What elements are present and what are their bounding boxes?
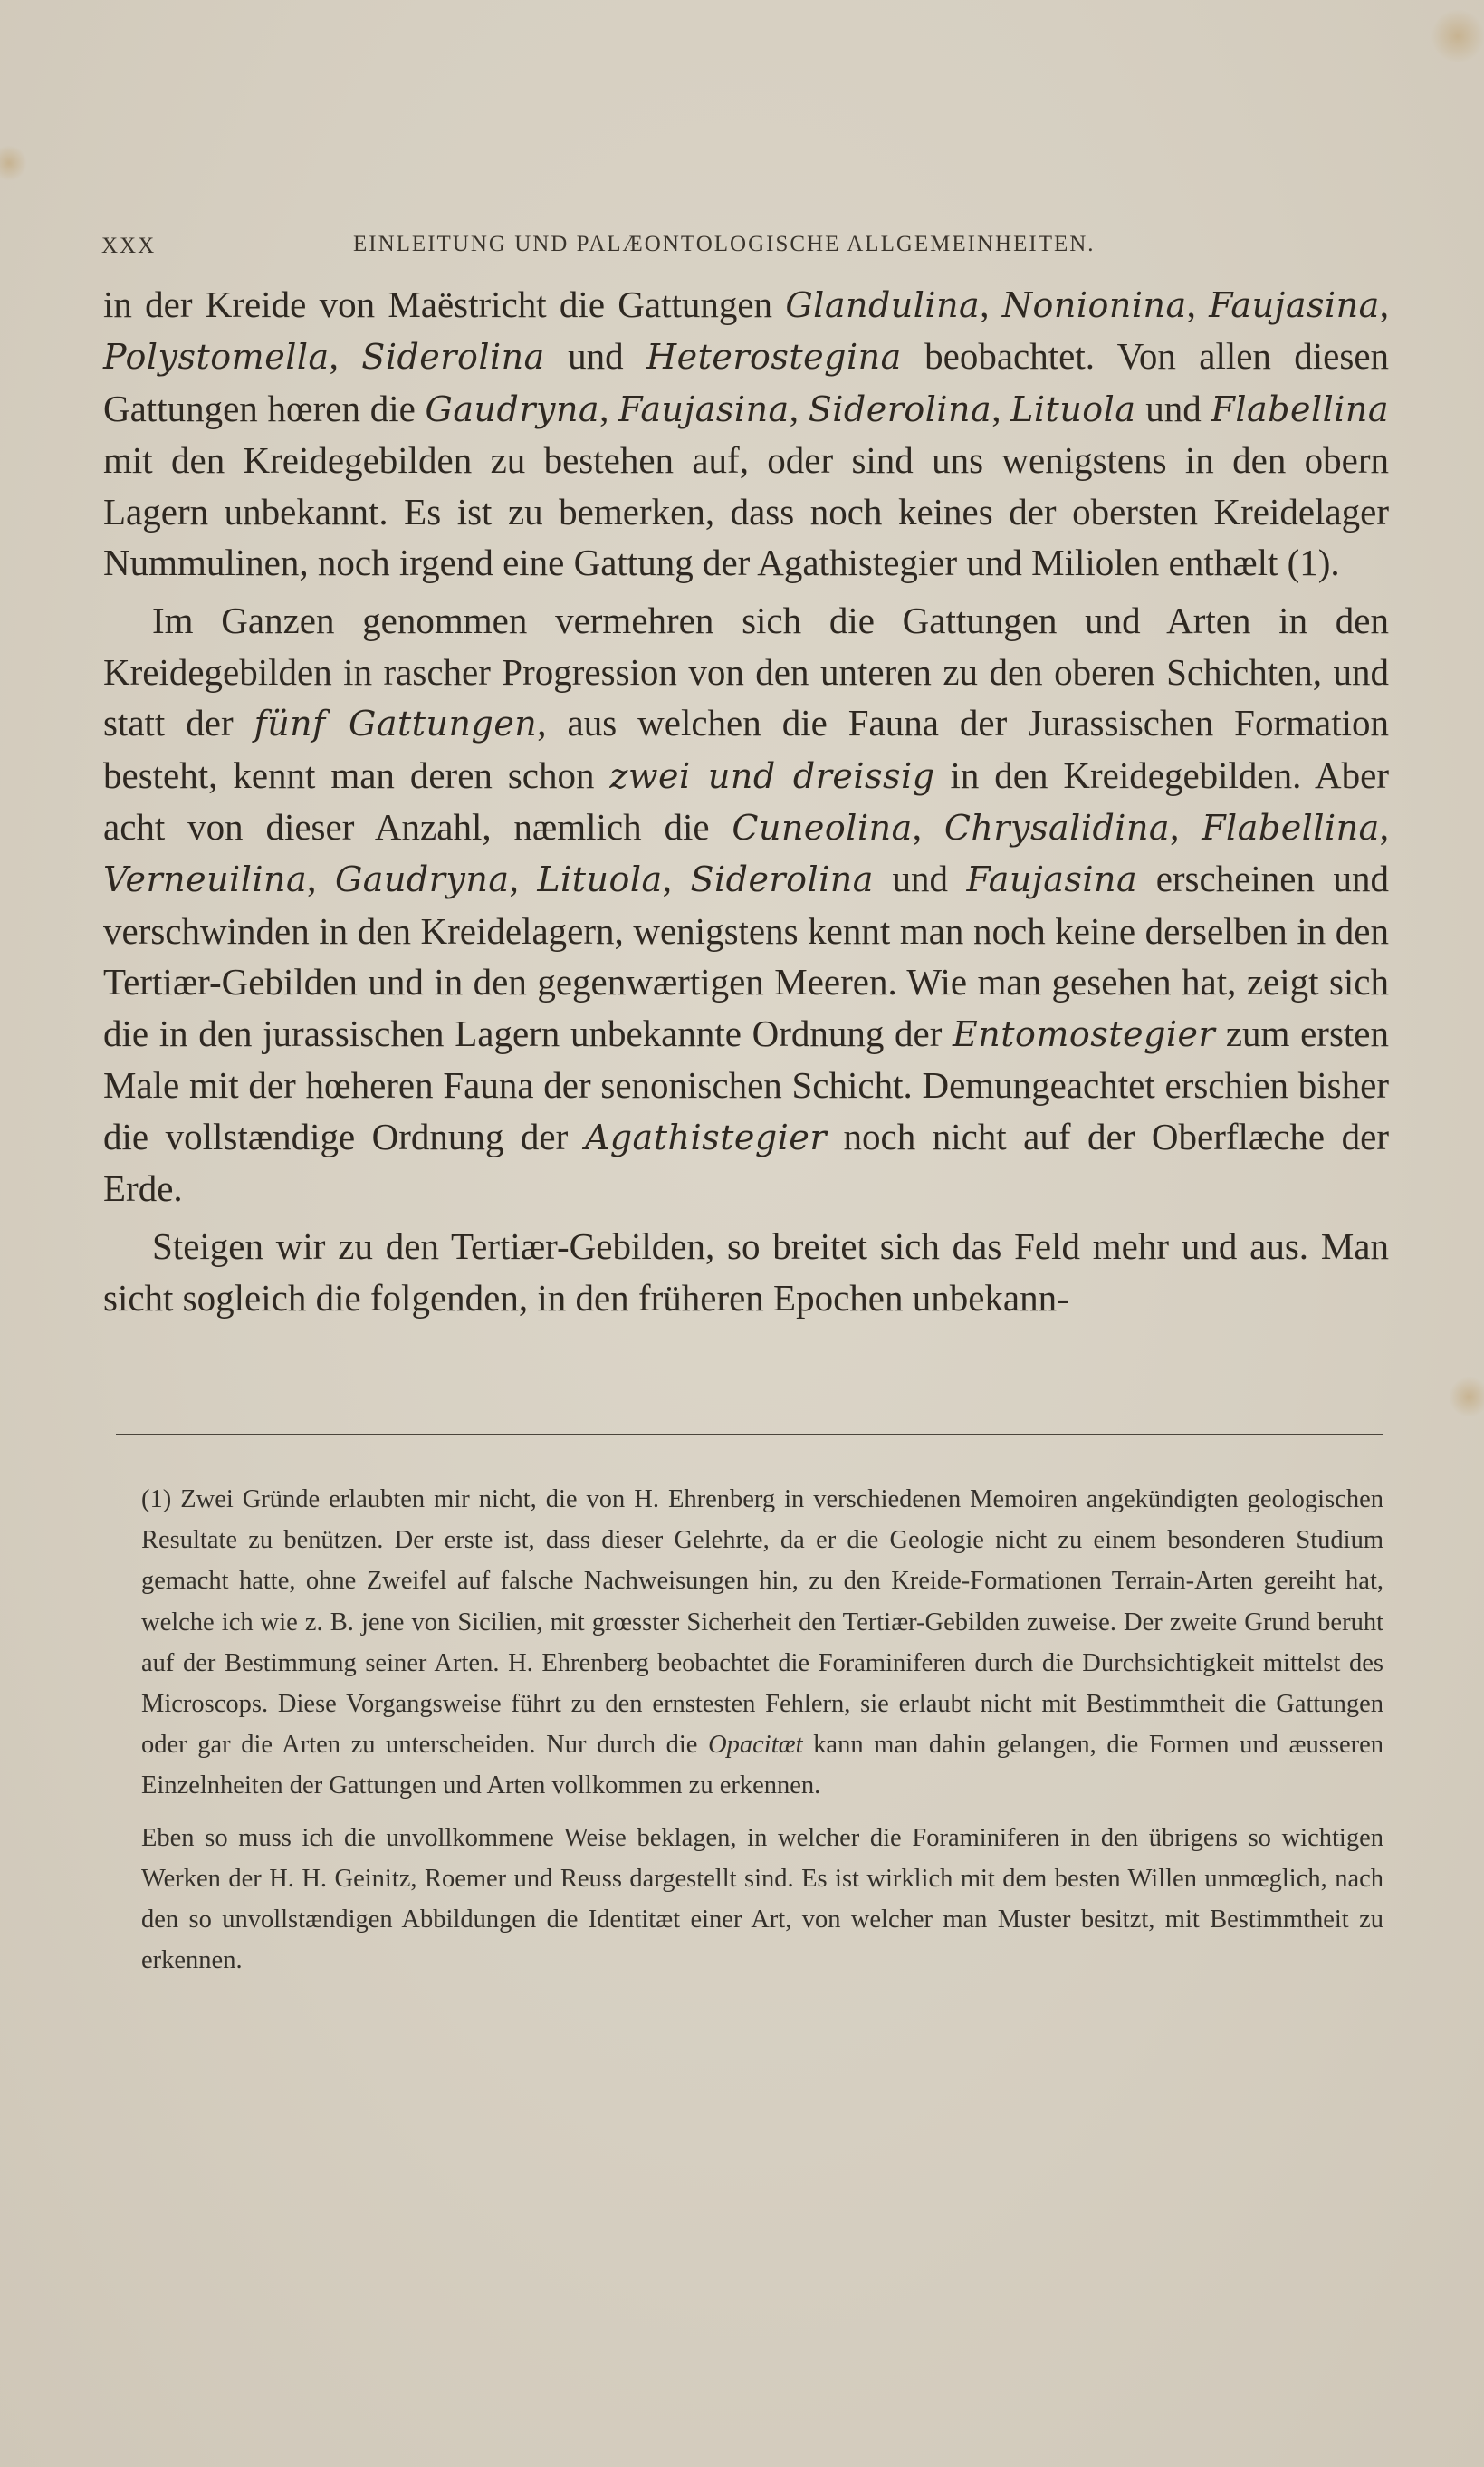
running-title: EINLEITUNG UND PALÆONTOLOGISCHE ALLGEMEINHEITEN.: [353, 232, 1096, 256]
paragraph: [103, 595, 1389, 1214]
running-head: [101, 228, 1143, 264]
italic-term: Verneuilina: [103, 859, 308, 900]
text-run: ,: [912, 806, 944, 849]
italic-term: Gaudryna: [425, 389, 600, 429]
footnote-continuation: [141, 1818, 1383, 1982]
italic-term: Entomostegier: [953, 1013, 1216, 1054]
italic-term: Opacitæt: [708, 1731, 803, 1760]
text-run: und: [1135, 387, 1211, 429]
text-run: ,: [509, 858, 538, 900]
text-run: ,: [980, 283, 1002, 325]
italic-term: Agathistegier: [584, 1117, 827, 1157]
italic-term: Siderolina: [361, 337, 545, 378]
italic-term: Faujasina: [1209, 285, 1380, 325]
text-run: , aus welchen die Fauna der Jurassischen Formation besteht, kennt man deren schon: [103, 702, 1389, 796]
main-text: [103, 279, 1389, 1323]
text-run: und: [544, 335, 646, 378]
text-run: noch nicht auf der Oberflæche der Erde.: [103, 1115, 1389, 1209]
italic-term: Heterostegina: [646, 337, 902, 378]
foxing-spot: [1449, 1377, 1484, 1417]
text-run: mit den Kreidegebilden zu bestehen auf, oder sind uns wenigstens in den obern Lagern unbekannt. Es ist zu bemerken, dass noch keines der obersten Kreidelager Nummulinen, noch irgend eine Gattung der Agathistegier und Miliolen enthælt (1).: [103, 439, 1389, 584]
text-run: ,: [599, 387, 619, 429]
page-number: XXX: [101, 234, 157, 258]
italic-term: Chrysalidina: [943, 808, 1171, 849]
italic-term: Flabellina: [1202, 808, 1380, 849]
text-run: ,: [662, 858, 691, 900]
text-run: ,: [991, 387, 1011, 429]
text-run: Im Ganzen genommen vermehren sich die Gattungen und Arten in den Kreidegebilden in rascher Progression von den unteren zu den oberen Schichten, und statt der: [103, 600, 1389, 744]
text-run: zum ersten Male mit der hœheren Fauna der senonischen Schicht. Demungeachtet erschien bisher die vollstændige Ordnung der: [103, 1012, 1390, 1157]
italic-term: Lituola: [537, 859, 663, 900]
text-run: erscheinen und verschwinden in den Kreidelagern, wenigstens kennt man noch keine derselben in den Tertiær-Gebilden und in den gegenwærtigen Meeren. Wie man gesehen hat, zeigt sich die in den jurassischen Lagern unbekannte Ordnung der: [103, 858, 1390, 1054]
text-run: ,: [1379, 283, 1390, 325]
italic-term: zwei und dreissig: [609, 755, 935, 796]
text-run: ,: [329, 335, 362, 378]
text-run: beobachtet. Von allen diesen Gattungen hœren die: [103, 335, 1390, 429]
foxing-spot: [1431, 9, 1484, 63]
text-run: Eben so muss ich die unvollkommene Weise beklagen, in welcher die Foraminiferen in den übrigens so wichtigen Werken der H. H. Geinitz, Roemer und Reuss dargestellt sind. Es ist wirklich mit dem besten Willen unmœglich, nach den so unvollstændigen Abbildungen die Identitæt einer Art, von welcher man Muster besitzt, mit Bestimmtheit zu erkennen.: [141, 1823, 1383, 1975]
paragraph: [103, 279, 1389, 588]
footnote-divider: [116, 1434, 1383, 1435]
foxing-spot: [0, 145, 27, 181]
text-run: in den Kreidegebilden. Aber acht von dieser Anzahl, næmlich die: [103, 754, 1390, 849]
text-run: (1) Zwei Gründe erlaubten mir nicht, die von H. Ehrenberg in verschiedenen Memoiren angekündigten geologischen Resultate zu benützen. Der erste ist, dass dieser Gelehrte, da er die Geologie nicht zu einem besonderen Studium gemacht hatte, ohne Zweifel auf falsche Nachweisungen hin, zu den Kreide-Formationen Terrain-Arten gereiht hat, welche ich wie z. B. jene von Sicilien, mit grœsster Sicherheit den Tertiær-Gebilden zuweise. Der zweite Grund beruht auf der Bestimmung seiner Arten. H. Ehrenberg beobachtet die Foraminiferen durch die Durchsichtigkeit mittelst des Microscops. Diese Vorgangsweise führt zu den ernstesten Fehlern, sie erlaubt nicht mit Bestimmtheit die Gattungen oder gar die Arten zu unterscheiden. Nur durch die: [141, 1485, 1383, 1760]
text-run: kann man dahin gelangen, die Formen und æusseren Einzelnheiten der Gattungen und Arten vollkommen zu erkennen.: [141, 1731, 1383, 1800]
text-run: ,: [789, 387, 809, 429]
footnote: [141, 1479, 1383, 1807]
italic-term: Glandulina: [785, 285, 981, 325]
text-run: ,: [307, 858, 335, 900]
italic-term: Siderolina: [808, 389, 992, 429]
text-run: ,: [1170, 806, 1202, 849]
italic-term: Nonionina: [1001, 285, 1187, 325]
italic-term: Gaudryna: [334, 859, 510, 900]
paragraph: [103, 1221, 1389, 1323]
italic-term: Flabellina: [1211, 389, 1390, 429]
text-run: ,: [1379, 806, 1390, 849]
italic-term: Polystomella: [103, 337, 330, 378]
footnotes: [141, 1479, 1383, 1981]
text-run: und: [873, 858, 967, 900]
italic-term: Lituola: [1010, 389, 1136, 429]
italic-term: Cuneolina: [732, 808, 913, 849]
text-run: Steigen wir zu den Tertiær-Gebilden, so breitet sich das Feld mehr und aus. Man sicht sogleich die folgenden, in den früheren Epochen unbekann-: [103, 1225, 1389, 1319]
italic-term: Faujasina: [618, 389, 790, 429]
italic-term: Faujasina: [966, 859, 1138, 900]
italic-term: fünf Gattungen: [254, 704, 538, 744]
text-run: ,: [1186, 283, 1210, 325]
italic-term: Siderolina: [690, 859, 874, 900]
text-run: in der Kreide von Maëstricht die Gattungen: [103, 283, 786, 325]
